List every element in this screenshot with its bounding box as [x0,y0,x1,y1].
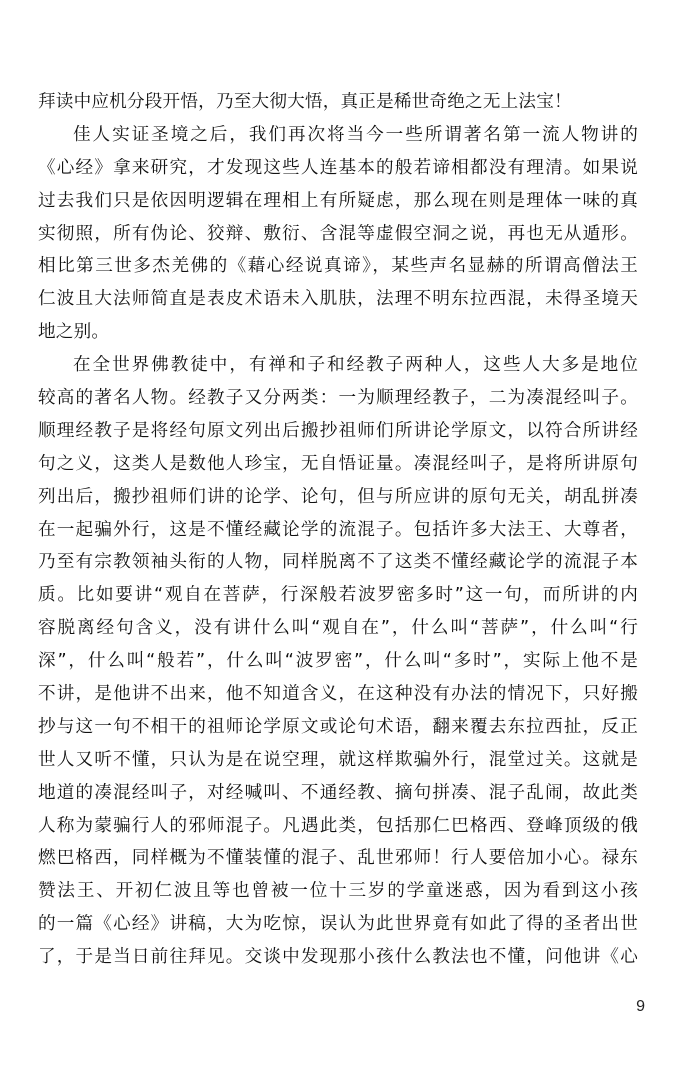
text-line: 实彻照，所有伪论、狡辩、敷衍、含混等虚假空洞之说，再也无从遁形。 [38,223,638,244]
text-line: 在一起骗外行，这是不懂经藏论学的流混子。包括许多大法王、大尊者， [38,519,638,540]
text-line: 赞法王、开初仁波且等也曾被一位十三岁的学童迷惑，因为看到这小孩 [38,881,638,902]
text-line: 较高的著名人物。经教子又分两类：一为顺理经教子，二为凑混经叫子。 [38,388,638,409]
text-line: 地之别。 [38,322,110,343]
text-line: 佳人实证圣境之后，我们再次将当今一些所谓著名第一流人物讲的 [73,124,638,145]
text-line: 人称为蒙骗行人的邪师混子。凡遇此类，包括那仁巴格西、登峰顶级的俄 [38,815,638,836]
text-line: 不讲，是他讲不出来，他不知道含义，在这种没有办法的情况下，只好搬 [38,684,638,705]
text-line: 相比第三世多杰羌佛的《藉心经说真谛》，某些声名显赫的所谓高僧法王 [38,256,638,277]
text-line: 拜读中应机分段开悟，乃至大彻大悟，真正是稀世奇绝之无上法宝！ [38,92,572,112]
text-line: 列出后，搬抄祖师们讲的论学、论句，但与所应讲的原句无关，胡乱拼凑 [38,486,638,507]
text-line: 地道的凑混经叫子，对经喊叫、不通经教、摘句拼凑、混子乱闹，故此类 [38,782,638,803]
text-line: 的一篇《心经》讲稿，大为吃惊，误认为此世界竟有如此了得的圣者出世 [38,914,638,935]
text-line: 燃巴格西，同样概为不懂装懂的混子、乱世邪师！行人要倍加小心。禄东 [38,848,638,869]
body-text [38,86,638,974]
text-line: 质。比如要讲“观自在菩萨，行深般若波罗密多时”这一句，而所讲的内 [38,585,638,606]
page-number: 9 [636,998,645,1015]
text-line: 句之义，这类人是数他人珍宝，无自悟证量。凑混经叫子，是将所讲原句 [38,453,638,474]
text-line: 抄与这一句不相干的祖师论学原文或论句术语，翻来覆去东拉西扯，反正 [38,716,638,737]
text-line: 过去我们只是依因明逻辑在理相上有所疑虑，那么现在则是理体一味的真 [38,190,638,211]
text-line: 顺理经教子是将经句原文列出后搬抄祖师们所讲论学原文，以符合所讲经 [38,420,638,441]
text-line: 了，于是当日前往拜见。交谈中发现那小孩什么教法也不懂，问他讲《心 [38,947,638,968]
text-line: 乃至有宗教领袖头衔的人物，同样脱离不了这类不懂经藏论学的流混子本 [38,552,638,573]
text-line: 深”，什么叫“般若”，什么叫“波罗密”，什么叫“多时”，实际上他不是 [38,651,638,672]
text-line: 在全世界佛教徒中，有禅和子和经教子两种人，这些人大多是地位 [73,355,638,376]
text-line: 世人又听不懂，只认为是在说空理，就这样欺骗外行，混堂过关。这就是 [38,749,638,770]
text-line: 仁波且大法师简直是表皮术语未入肌肤，法理不明东拉西混，未得圣境天 [38,289,638,310]
text-line: 《心经》拿来研究，才发现这些人连基本的般若谛相都没有理清。如果说 [38,157,638,178]
text-line: 容脱离经句含义，没有讲什么叫“观自在”，什么叫“菩萨”，什么叫“行 [38,618,638,639]
